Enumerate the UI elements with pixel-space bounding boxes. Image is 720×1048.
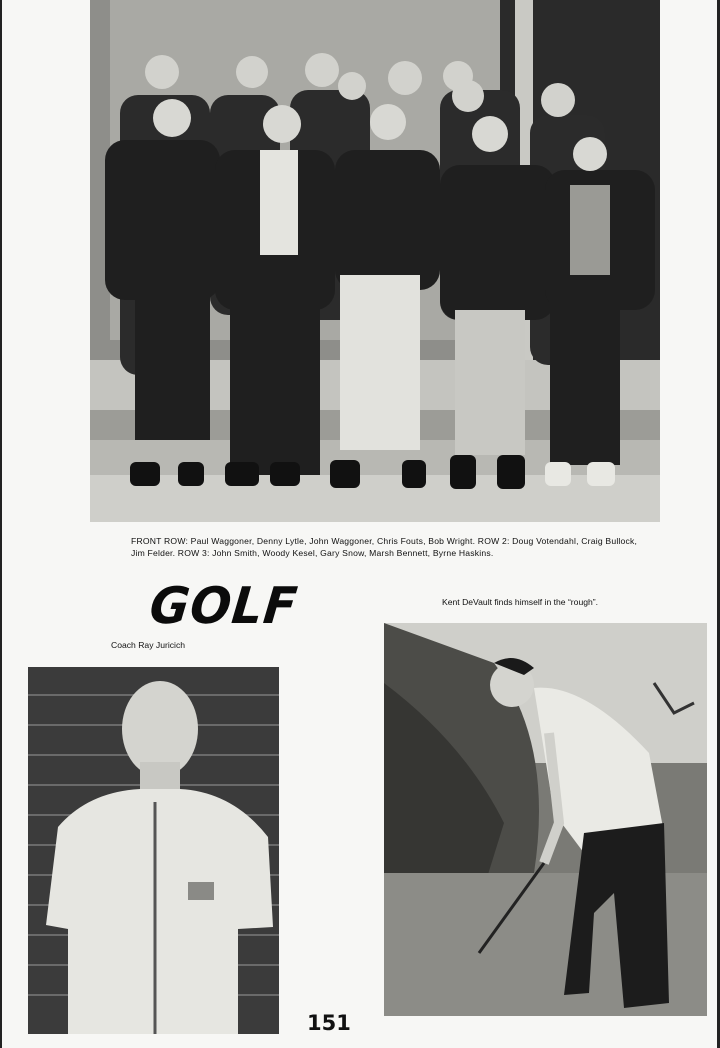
coach-caption: Coach Ray Juricich [111, 640, 186, 650]
team-caption: FRONT ROW: Paul Waggoner, Denny Lytle, John Waggoner, Chris Fouts, Bob Wright. ROW 2: Doug Votendahl, Craig Bullock, Jim Felder. ROW 3: John Smith, Woody Kesel, Gary Snow, Marsh Bennett, Byrne Haskins. [131, 536, 638, 558]
coach-photo [28, 667, 279, 1034]
coach-photo-image [28, 667, 279, 1034]
team-photo-image [90, 0, 660, 522]
golfer-photo-image [384, 623, 707, 1016]
team-photo [90, 0, 660, 522]
golfer-caption: Kent DeVault finds himself in the “rough”. [442, 597, 599, 607]
page-number: 151 [307, 1011, 351, 1035]
golfer-photo [384, 623, 707, 1016]
section-heading: GOLF [146, 576, 301, 636]
